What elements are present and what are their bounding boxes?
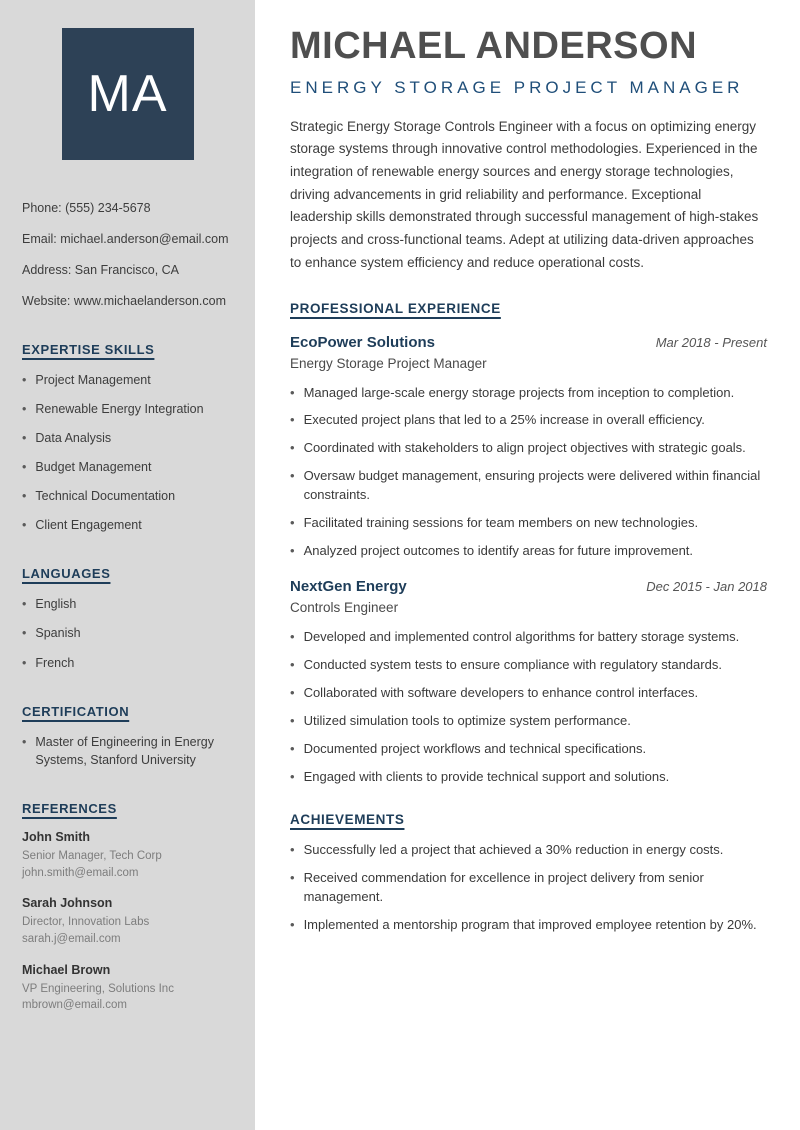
job-company: NextGen Energy [290, 578, 407, 596]
monogram-badge [62, 28, 194, 160]
reference-email: sarah.j@email.com [22, 932, 121, 945]
skill-item: • Technical Documentation [22, 487, 233, 505]
summary-paragraph: Strategic Energy Storage Controls Engineer with a focus on optimizing energy storage systems through innovative control methodologies. Experienced in the integration of renewable energy sources and energy storage technologies, driving advancements in grid reliability and performance. Exceptional leadership skills demonstrated through successful management of high-stakes projects and cross-functional teams. Adept at utilizing data-driven approaches to enhance system efficiency and reduce operational costs. [290, 118, 759, 270]
job-bullet: • Oversaw budget management, ensuring projects were delivered within financial constraints. [290, 467, 767, 505]
skill-item: • Renewable Energy Integration [22, 400, 233, 418]
job-bullet: • Facilitated training sessions for team members on new technologies. [290, 514, 767, 533]
reference-entry [22, 896, 233, 947]
reference-email: john.smith@email.com [22, 866, 139, 879]
languages-section [22, 566, 233, 671]
skill-item: • Client Engagement [22, 516, 233, 534]
language-item: • French [22, 654, 233, 672]
skills-section [22, 342, 233, 535]
contact-website: Website: www.michaelanderson.com [22, 293, 227, 308]
achievement-item: • Implemented a mentorship program that improved employee retention by 20%. [290, 916, 767, 935]
reference-entry [22, 830, 233, 881]
certification-section [22, 704, 233, 769]
monogram-initials: MA [87, 65, 168, 123]
certification-heading: CERTIFICATION [22, 703, 130, 719]
job-bullet: • Developed and implemented control algorithms for battery storage systems. [290, 628, 767, 647]
reference-name: Sarah Johnson [22, 896, 113, 911]
achievement-item: • Successfully led a project that achieved a 30% reduction in energy costs. [290, 841, 767, 860]
skill-item: • Data Analysis [22, 429, 233, 447]
job-dates: Mar 2018 - Present [655, 334, 767, 350]
references-section [22, 801, 233, 1014]
job-header [290, 334, 767, 351]
person-name: MICHAEL ANDERSON [290, 25, 698, 67]
languages-heading: LANGUAGES [22, 566, 111, 582]
job-role: Energy Storage Project Manager [290, 355, 487, 371]
references-heading: REFERENCES [22, 800, 117, 816]
job-bullet: • Analyzed project outcomes to identify areas for future improvement. [290, 542, 767, 561]
certification-list [22, 733, 233, 769]
reference-name: Michael Brown [22, 962, 111, 977]
job-bullet: • Utilized simulation tools to optimize system performance. [290, 712, 767, 731]
job-bullet: • Conducted system tests to ensure compliance with regulatory standards. [290, 656, 767, 675]
job-ecopower [290, 334, 767, 561]
job-dates: Dec 2015 - Jan 2018 [646, 579, 767, 595]
job-bullet-list [290, 628, 767, 786]
reference-role: VP Engineering, Solutions Inc [22, 982, 174, 995]
job-nextgen [290, 578, 767, 786]
reference-entry [22, 963, 233, 1014]
job-company: EcoPower Solutions [290, 333, 436, 351]
reference-role: Director, Innovation Labs [22, 916, 150, 929]
language-item: • English [22, 595, 233, 613]
contact-phone: Phone: (555) 234-5678 [22, 201, 151, 215]
skill-item: • Project Management [22, 371, 233, 389]
achievements-heading: ACHIEVEMENTS [290, 812, 405, 828]
contact-email: Email: michael.anderson@email.com [22, 231, 229, 246]
language-item: • Spanish [22, 624, 233, 642]
contact-address: Address: San Francisco, CA [22, 262, 180, 277]
job-bullet-list [290, 384, 767, 561]
job-bullet: • Coordinated with stakeholders to align project objectives with strategic goals. [290, 439, 767, 458]
job-bullet: • Executed project plans that led to a 25% increase in overall efficiency. [290, 411, 767, 430]
contact-info [22, 200, 233, 310]
achievements-list [290, 841, 767, 934]
skills-heading: EXPERTISE SKILLS [22, 341, 155, 357]
sidebar [0, 0, 255, 1130]
skill-item: • Budget Management [22, 458, 233, 476]
job-bullet: • Managed large-scale energy storage projects from inception to completion. [290, 384, 767, 403]
experience-heading: PROFESSIONAL EXPERIENCE [290, 300, 501, 316]
languages-list [22, 595, 233, 671]
reference-name: John Smith [22, 829, 91, 844]
job-header [290, 578, 767, 595]
certification-item: • Master of Engineering in Energy Systems, Stanford University [22, 733, 233, 769]
person-title: ENERGY STORAGE PROJECT MANAGER [290, 77, 744, 97]
job-role: Controls Engineer [290, 600, 399, 616]
job-bullet: • Collaborated with software developers to enhance control interfaces. [290, 684, 767, 703]
skills-list [22, 371, 233, 535]
job-bullet: • Engaged with clients to provide technical support and solutions. [290, 768, 767, 787]
reference-email: mbrown@email.com [22, 999, 127, 1012]
reference-role: Senior Manager, Tech Corp [22, 849, 162, 862]
main-content [255, 0, 800, 1130]
achievement-item: • Received commendation for excellence in project delivery from senior management. [290, 869, 767, 907]
job-bullet: • Documented project workflows and technical specifications. [290, 740, 767, 759]
